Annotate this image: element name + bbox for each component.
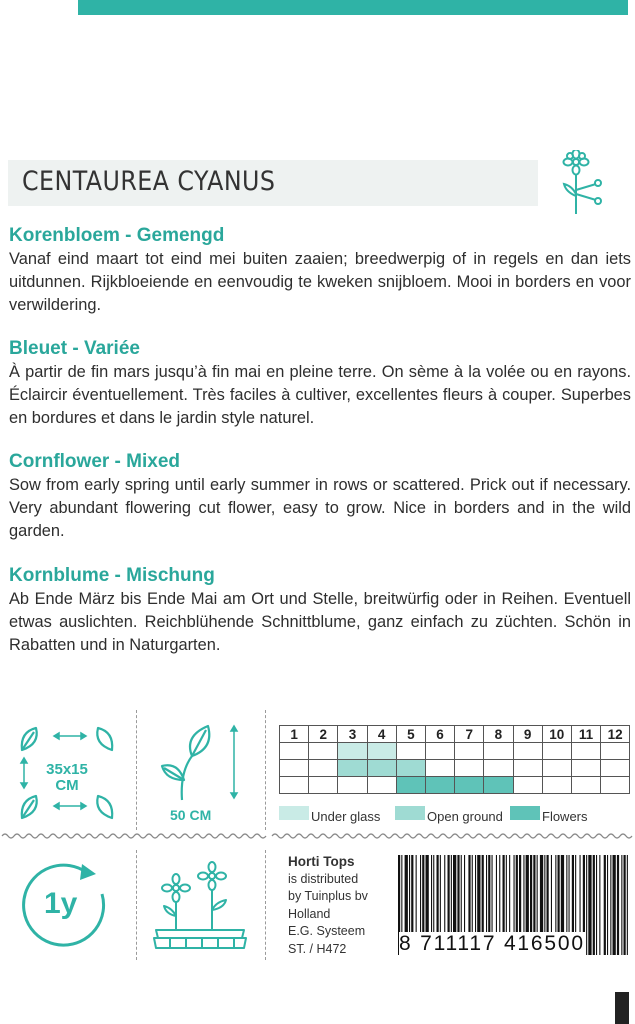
calendar-cell	[367, 743, 396, 760]
calendar-cell	[484, 743, 513, 760]
calendar-cell	[601, 743, 630, 760]
month-cell: 3	[338, 726, 367, 743]
barcode-bar	[621, 855, 622, 955]
barcode-bar	[599, 855, 600, 955]
spacing-value: 35x15	[46, 761, 88, 778]
calendar-cell	[280, 760, 309, 777]
top-accent-bar	[78, 0, 628, 15]
calendar-cell	[601, 777, 630, 794]
month-cell: 4	[367, 726, 396, 743]
vertical-divider	[136, 710, 137, 830]
calendar-cell	[513, 777, 542, 794]
legend-swatch-under-glass	[279, 806, 309, 820]
month-cell: 6	[425, 726, 454, 743]
section-dutch	[9, 224, 631, 317]
flower-scissors-icon	[552, 150, 604, 216]
seed-tray-icon	[150, 854, 250, 954]
distributor-line: is distributed	[288, 871, 359, 886]
calendar-cell	[280, 743, 309, 760]
month-cell: 1	[280, 726, 309, 743]
calendar-cell	[280, 777, 309, 794]
calendar-row-under-glass	[280, 743, 630, 760]
calendar-cell	[367, 760, 396, 777]
barcode-bar	[610, 855, 611, 955]
section-title: Kornblume - Mischung	[9, 565, 215, 586]
barcode-bar	[607, 855, 608, 955]
distributor-line: Holland	[288, 906, 331, 921]
calendar-cell	[455, 743, 484, 760]
calendar-cell	[338, 777, 367, 794]
plant-height-icon	[152, 722, 252, 802]
calendar-cell	[338, 760, 367, 777]
calendar-cell	[601, 760, 630, 777]
calendar-cell	[455, 777, 484, 794]
calendar-cell	[396, 743, 425, 760]
barcode-bar	[604, 855, 606, 955]
section-text: Vanaf eind maart tot eind mei buiten zaaien; breedwerpig of in regels en dan iets uitdunnen. Rijkbloeiende en eenvoudig te kweken snijbloem. Mooi in borders en voor verwildering.	[9, 250, 631, 314]
calendar-cell	[571, 777, 600, 794]
calendar-cell	[425, 743, 454, 760]
barcode-bar	[627, 855, 628, 955]
calendar-cell	[484, 777, 513, 794]
vertical-divider	[136, 850, 137, 960]
calendar-cell	[484, 760, 513, 777]
calendar-row-open-ground	[280, 760, 630, 777]
section-text: À partir de fin mars jusqu’à fin mai en pleine terre. On sème à la volée ou en rayons. Éclaircir éventuellement. Très faciles à cultiver, excellentes fleurs à couper. Superbes en bordures et dans le jardin style naturel.	[9, 363, 631, 427]
spacing-label	[42, 762, 92, 794]
calendar-cell	[309, 777, 338, 794]
brand-name: Horti Tops	[288, 854, 355, 869]
month-cell: 2	[309, 726, 338, 743]
barcode-bar	[617, 855, 619, 955]
section-german	[9, 564, 631, 657]
barcode-bar	[596, 855, 597, 955]
calendar-cell	[309, 760, 338, 777]
calendar-cell	[338, 743, 367, 760]
barcode-bar	[624, 855, 626, 955]
month-cell: 12	[601, 726, 630, 743]
calendar-cell	[513, 760, 542, 777]
barcode-number: 8 711117 416500	[399, 932, 585, 955]
distributor-line: E.G. Systeem	[288, 924, 366, 939]
calendar-cell	[425, 760, 454, 777]
latin-name: CENTAUREA CYANUS	[22, 166, 276, 197]
month-cell: 5	[396, 726, 425, 743]
legend-swatch-flowers	[510, 806, 540, 820]
calendar-cell	[455, 760, 484, 777]
sowing-calendar	[279, 725, 630, 794]
section-title: Korenbloem - Gemengd	[9, 225, 225, 246]
wavy-separator	[0, 831, 270, 841]
barcode-bar	[613, 855, 616, 955]
legend-label-open-ground: Open ground	[427, 809, 503, 824]
corner-mark	[615, 992, 629, 1024]
wavy-separator	[270, 831, 635, 841]
calendar-cell	[542, 760, 571, 777]
spacing-unit: CM	[55, 777, 79, 794]
calendar-cell	[425, 777, 454, 794]
section-text: Ab Ende März bis Ende Mai am Ort und Stelle, breitwürfig oder in Reihen. Eventuell etwas auslichten. Reichblühende Schnittblume, ganz einfach zu züchten. Schön in Rabatten und in Naturgarten.	[9, 590, 631, 654]
calendar-header-row	[280, 726, 630, 743]
legend-label-flowers: Flowers	[542, 809, 588, 824]
section-text: Sow from early spring until early summer in rows or scattered. Prick out if necessary. Very abundant flowering cut flower, easy to grow. Nice in borders and in the wild garden.	[9, 476, 631, 540]
vertical-divider	[265, 710, 266, 830]
lifecycle-label: 1y	[44, 887, 78, 920]
calendar-cell	[367, 777, 396, 794]
month-cell: 11	[571, 726, 600, 743]
calendar-legend	[279, 806, 619, 826]
barcode-bar	[588, 855, 591, 955]
section-title: Cornflower - Mixed	[9, 451, 181, 472]
distributor-info	[288, 853, 368, 959]
month-cell: 7	[455, 726, 484, 743]
calendar-row-flowers	[280, 777, 630, 794]
section-french	[9, 337, 631, 430]
calendar-cell	[542, 743, 571, 760]
section-english	[9, 450, 631, 543]
calendar-cell	[513, 743, 542, 760]
calendar-cell	[396, 760, 425, 777]
month-cell: 9	[513, 726, 542, 743]
calendar-cell	[309, 743, 338, 760]
vertical-divider	[265, 850, 266, 960]
calendar-cell	[571, 760, 600, 777]
distributor-line: by Tuinplus bv	[288, 889, 368, 904]
legend-swatch-open-ground	[395, 806, 425, 820]
calendar-cell	[396, 777, 425, 794]
barcode-bar	[586, 855, 587, 955]
month-cell: 10	[542, 726, 571, 743]
calendar-cell	[571, 743, 600, 760]
legend-label-under-glass: Under glass	[311, 809, 381, 824]
calendar-cell	[542, 777, 571, 794]
calendar-table	[279, 725, 630, 794]
section-title: Bleuet - Variée	[9, 338, 140, 359]
month-cell: 8	[484, 726, 513, 743]
distributor-line: ST. / H472	[288, 941, 347, 956]
height-label: 50 CM	[170, 807, 212, 823]
barcode-bar	[593, 855, 595, 955]
